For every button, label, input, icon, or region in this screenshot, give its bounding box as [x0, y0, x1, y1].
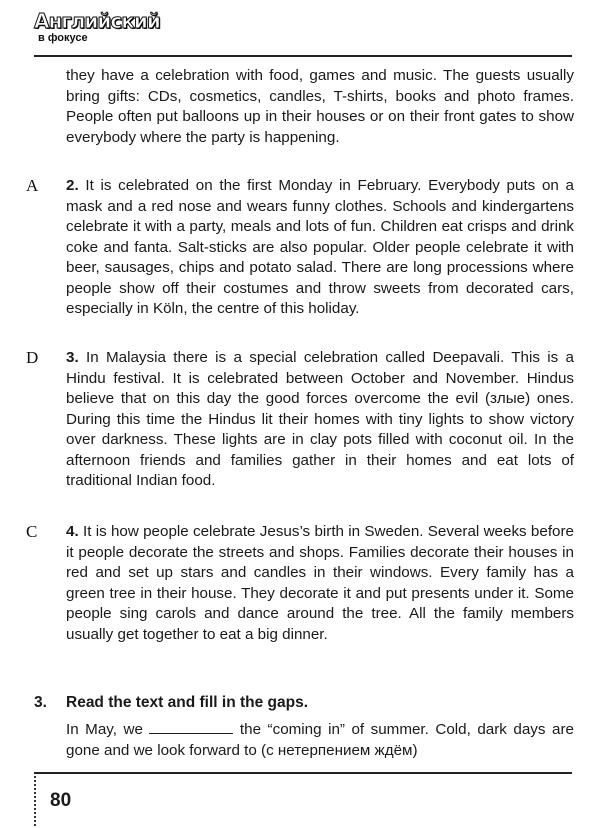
logo-title: Английский [34, 9, 160, 33]
paragraph-text: they have a celebration with food, games and music. The guests usually bring gifts: CDs, cosmetics, candles, T-shirts, books and photo frames. People often put balloons up in their houses or on their front gates to show everybody where the party is happening. [66, 67, 574, 146]
paragraph-number: 4. [66, 523, 79, 540]
paragraph-text: It is how people celebrate Jesus’s birth in Sweden. Several weeks before it people decorate the streets and shops. Families decorate their houses in red and set up stars and candles in their windows. Every family has a green tree in their house. They decorate it and put presents under it. Some people sing carols and dance around the tree. All the family members usually get together to eat a big dinner. [66, 523, 574, 643]
paragraph-text: It is celebrated on the first Monday in February. Everybody puts on a mask and a red nose and wears funny clothes. Schools and kindergartens celebrate it with a party, meals and lots of fun. Children eat crisps and drink coke and fanta. Salt-sticks are also popular. Older people celebrate it with beer, sausages, chips and potato salad. There are long processions where people show off their costumes and throw sweets from decorated cars, especially in Köln, the centre of this holiday. [66, 177, 574, 317]
book-logo [34, 9, 160, 54]
logo-subtitle: в фокусе [38, 32, 88, 44]
exercise-number: 3. [34, 694, 47, 711]
paragraph-text: In Malaysia there is a special celebration called Deepavali. This is a Hindu festival. It is celebrated between October and November. Hindus believe that on this day the good forces overcome the evil (злые) ones. During this time the Hindus lit their homes with tiny lights to show victory over darkness. These lights are in clay pots filled with coconut oil. In the afternoon friends and families gather in their homes and eat lots of traditional Indian food. [66, 349, 574, 489]
exercise-text-before: In May, we [66, 721, 143, 738]
page-number: 80 [50, 790, 72, 811]
fill-in-gap[interactable] [149, 721, 233, 734]
paragraph-number: 2. [66, 177, 79, 194]
header-divider [34, 55, 572, 57]
exercise-text-after: the “coming in” of summer. Cold, dark days are gone and we look forward to (с нетерпением ждём) [66, 721, 574, 759]
paragraph-2 [66, 176, 574, 320]
answer-marker: C [26, 522, 38, 541]
exercise-text [66, 719, 574, 761]
exercise-title: Read the text and fill in the gaps. [66, 694, 309, 711]
paragraph-number: 3. [66, 349, 79, 366]
paragraph-3 [66, 348, 574, 492]
footer-divider [34, 772, 572, 774]
answer-marker: A [26, 176, 39, 195]
paragraph-1-continuation [66, 66, 574, 148]
answer-marker: D [26, 348, 39, 367]
paragraph-4 [66, 522, 574, 645]
dotted-cut-line [34, 776, 36, 826]
